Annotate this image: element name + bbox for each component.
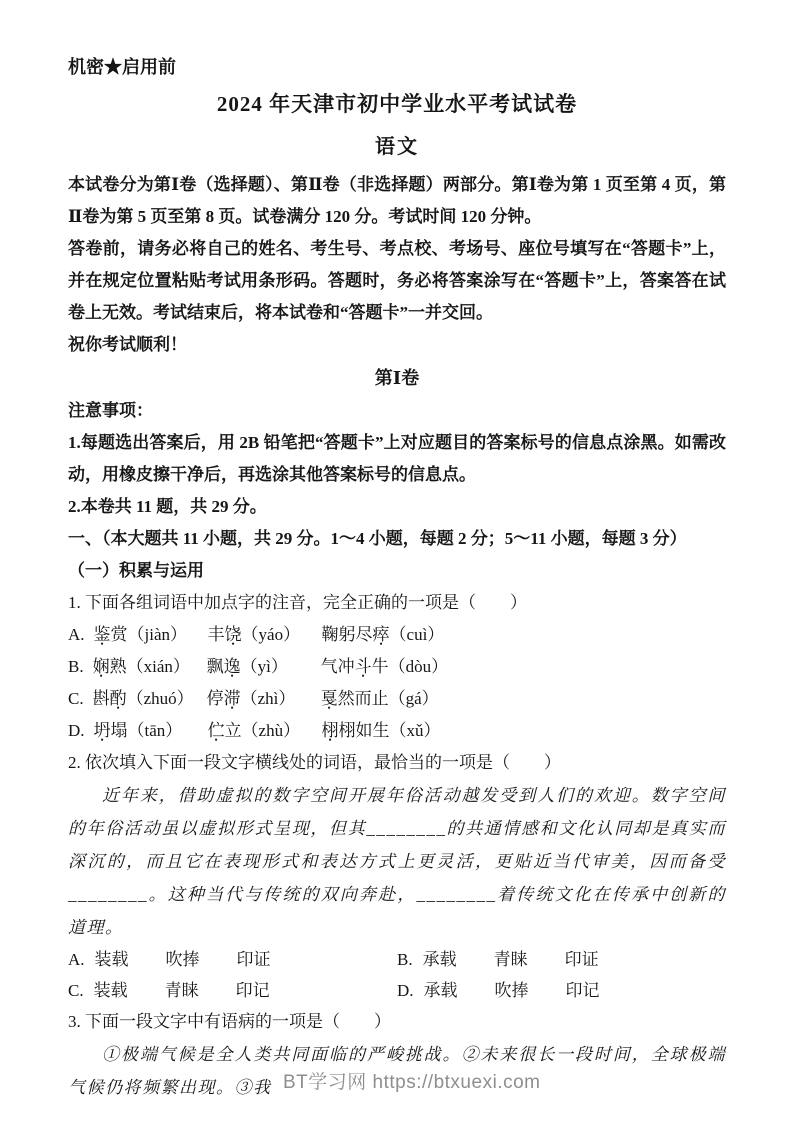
option-word: 印记: [235, 981, 270, 1000]
good-luck-line: 祝你考试顺利！: [68, 335, 187, 354]
exam-structure-paragraph: 本试卷分为第Ⅰ卷（选择题）、第Ⅱ卷（非选择题）两部分。第Ⅰ卷为第 1 页至第 4 页，第Ⅱ卷为第 5 页至第 8 页。试卷满分 120 分。考试时间 120 分钟。: [68, 175, 726, 226]
emphasis-dotted-char: 戛: [320, 689, 338, 708]
option-word: 印记: [565, 981, 600, 1000]
page-title: 2024 年天津市初中学业水平考试试卷: [216, 92, 578, 116]
option-label: D.: [397, 981, 414, 1000]
pinyin-annotation: （dòu）: [388, 657, 449, 676]
dotted-word-term: [94, 715, 200, 747]
word-char: 气: [320, 657, 338, 676]
word-char: 而: [354, 689, 372, 708]
word-char: 斟: [92, 689, 110, 708]
emphasis-dotted-char: 鉴: [93, 625, 111, 644]
word-char: 赏: [110, 625, 128, 644]
word-char: 如: [355, 721, 373, 740]
answer-sheet-instructions-paragraph: 答卷前，请务必将自己的姓名、考生号、考点校、考场号、座位号填写在“答题卡”上，并在规定位置粘贴考试用条形码。答题时，务必将答案涂写在“答题卡”上，答案答在试卷上无效。考试结束后，将本试卷和“答题卡”一并交回。: [68, 239, 726, 322]
emphasis-dotted-char: 娴: [92, 657, 110, 676]
emphasis-dotted-char: 斗: [354, 657, 372, 676]
question1-options: [68, 619, 726, 747]
option-label: A.: [68, 625, 85, 644]
emphasis-dotted-char: 伫: [207, 721, 225, 740]
question1-option-row: [68, 651, 726, 683]
question1-option-row: [68, 715, 726, 747]
section1-heading: 一、（本大题共 11 小题，共 29 分。1～4 小题，每题 2 分；5～11 小题，每题 3 分）: [68, 529, 687, 548]
pinyin-annotation: （xǔ）: [389, 721, 441, 740]
emphasis-dotted-char: 栩: [321, 721, 339, 740]
question2-options: [68, 944, 726, 1006]
option-label: C.: [68, 981, 84, 1000]
dotted-word-term: [93, 683, 199, 715]
question1-option-row: [68, 619, 726, 651]
dotted-word-term: [321, 683, 439, 715]
emphasis-dotted-char: 酌: [109, 689, 127, 708]
pinyin-annotation: （jiàn）: [127, 625, 188, 644]
question2-option-cell: [397, 944, 726, 975]
watermark-text: BT学习网 https://btxuexi.com: [283, 1072, 541, 1093]
option-label: B.: [68, 657, 84, 676]
pinyin-annotation: （cuì）: [389, 625, 445, 644]
emphasis-dotted-char: 滞: [223, 689, 241, 708]
question1-stem: 1. 下面各组词语中加点字的注音，完全正确的一项是（ ）: [68, 593, 527, 612]
word-char: 塌: [110, 721, 128, 740]
option-word: 吹捧: [165, 950, 200, 969]
word-char: 尽: [355, 625, 373, 644]
word-char: 牛: [371, 657, 389, 676]
emphasis-dotted-char: 逸: [223, 657, 241, 676]
dotted-word-term: [207, 651, 313, 683]
question1-option-row: [68, 683, 726, 715]
option-label: C.: [68, 689, 84, 708]
emphasis-dotted-char: 坍: [93, 721, 111, 740]
pinyin-annotation: （zhuó）: [126, 689, 194, 708]
option-word: 吹捧: [494, 981, 529, 1000]
notes-title: 注意事项：: [68, 401, 153, 420]
question2-option-cell: [68, 975, 397, 1006]
question2-option-cell: [68, 944, 397, 975]
question2-option-cell: [397, 975, 726, 1006]
word-char: 然: [337, 689, 355, 708]
question3-stem: 3. 下面一段文字中有语病的一项是（ ）: [68, 1012, 391, 1031]
question3-passage: ①极端气候是全人类共同面临的严峻挑战。②未来很长一段时间，全球极端气候仍将频繁出现。③我: [68, 1045, 726, 1097]
question2-stem: 2. 依次填入下面一段文字横线处的词语，最恰当的一项是（ ）: [68, 753, 561, 772]
option-word: 青睐: [493, 950, 528, 969]
pinyin-annotation: （yáo）: [241, 625, 301, 644]
option-word: 印证: [236, 950, 271, 969]
option-label: D.: [68, 721, 85, 740]
dotted-word-term: [93, 651, 199, 683]
word-char: 栩: [338, 721, 356, 740]
option-label: B.: [397, 950, 413, 969]
word-char: 停: [206, 689, 224, 708]
pinyin-annotation: （gá）: [388, 689, 439, 708]
dotted-word-term: [208, 619, 314, 651]
note-1: 1.每题选出答案后，用 2B 铅笔把“答题卡”上对应题目的答案标号的信息点涂黑。如需改动，用橡皮擦干净后，再选涂其他答案标号的信息点。: [68, 433, 726, 484]
note-2: 2.本卷共 11 题，共 29 分。: [68, 497, 267, 516]
dotted-word-term: [94, 619, 200, 651]
word-char: 熟: [109, 657, 127, 676]
subsection1-heading: （一）积累与运用: [68, 561, 204, 580]
question2-passage: 近年来，借助虚拟的数字空间开展年俗活动越发受到人们的欢迎。数字空间的年俗活动虽以虚拟形式呈现，但其________的共通情感和文化认同却是真实而深沉的，而且它在表现形式和表达方式上更灵活，更贴近当代审美，因而备受________。这种当代与传统的双向奔赴，________着传统文化在传承中创新的道理。: [68, 786, 726, 937]
pinyin-annotation: （xián）: [126, 657, 190, 676]
word-char: 飘: [206, 657, 224, 676]
option-word: 承载: [423, 981, 458, 1000]
word-char: 生: [372, 721, 390, 740]
option-label: A.: [68, 950, 85, 969]
dotted-word-term: [322, 619, 445, 651]
subject-title: 语文: [375, 136, 419, 158]
word-char: 冲: [337, 657, 355, 676]
option-word: 装载: [94, 950, 129, 969]
dotted-word-term: [322, 715, 441, 747]
pinyin-annotation: （tān）: [127, 721, 183, 740]
security-classification-label: 机密★启用前: [68, 57, 176, 77]
pinyin-annotation: （zhù）: [241, 721, 301, 740]
emphasis-dotted-char: 饶: [224, 625, 242, 644]
word-char: 止: [371, 689, 389, 708]
pinyin-annotation: （zhì）: [240, 689, 296, 708]
word-char: 丰: [207, 625, 225, 644]
option-word: 青睐: [164, 981, 199, 1000]
word-char: 躬: [338, 625, 356, 644]
option-word: 印证: [564, 950, 599, 969]
word-char: 鞠: [321, 625, 339, 644]
emphasis-dotted-char: 瘁: [372, 625, 390, 644]
volume1-title: 第Ⅰ卷: [374, 368, 420, 388]
pinyin-annotation: （yì）: [240, 657, 288, 676]
option-word: 承载: [422, 950, 457, 969]
dotted-word-term: [321, 651, 449, 683]
dotted-word-term: [208, 715, 314, 747]
word-char: 立: [224, 721, 242, 740]
option-word: 装载: [93, 981, 128, 1000]
dotted-word-term: [207, 683, 313, 715]
